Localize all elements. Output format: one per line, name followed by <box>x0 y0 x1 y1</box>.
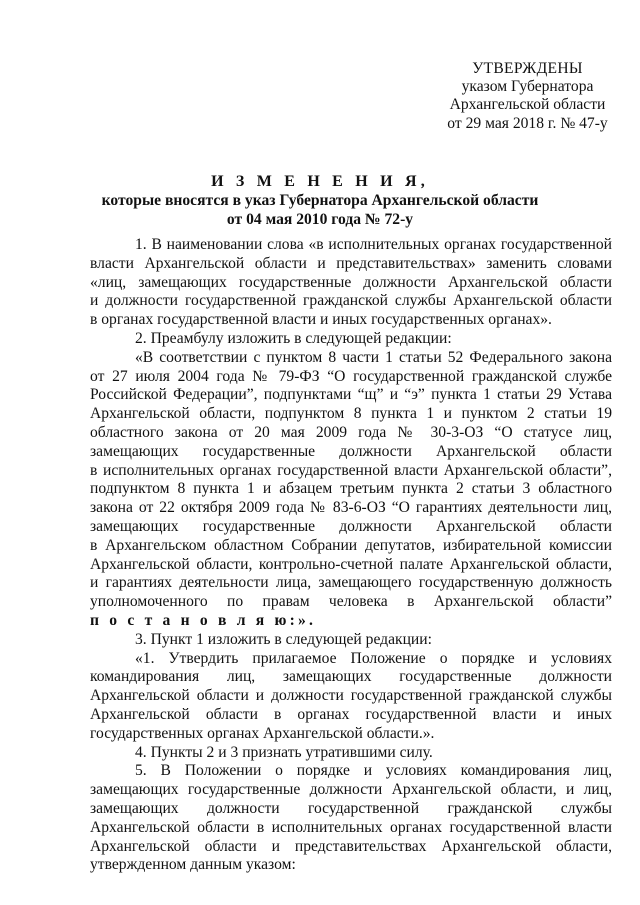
body-line: 2. Преамбулу изложить в следующей редакции: <box>135 329 452 347</box>
body-line: замещающих должности государственной гражданской службы <box>90 799 612 817</box>
body-line: утвержденном данным указом: <box>90 856 296 874</box>
body-line: замещающих государственные должности Архангельской области <box>90 442 612 460</box>
body-line: командирования лиц, замещающих государственные должности <box>90 668 612 686</box>
document-body <box>90 236 612 875</box>
body-line: 4. Пункты 2 и 3 признать утратившими силу. <box>135 743 433 761</box>
body-line: областного закона от 20 мая 2009 года № 30-3-ОЗ “О статусе лиц, <box>90 423 612 441</box>
body-line: уполномоченного по правам человека в Архангельской области” <box>90 593 612 611</box>
body-line: 1. В наименовании слова «в исполнительных органах государственной <box>135 236 612 253</box>
body-line: в Архангельском областном Собрании депутатов, избирательной комиссии <box>90 536 612 554</box>
body-line: Архангельской области и должности государственной гражданской службы <box>90 687 612 705</box>
body-line: в исполнительных органах государственной власти Архангельской области”, <box>90 461 612 479</box>
approval-heading: УТВЕРЖДЕНЫ <box>472 60 583 77</box>
approval-line-1: указом Губернатора <box>461 78 594 96</box>
body-line: Архангельской области и представительствах Архангельской области, <box>90 837 612 855</box>
approval-stamp <box>440 60 615 133</box>
body-line: Архангельской области в органах государственной власти и иных <box>90 705 612 723</box>
approval-line-2: Архангельской области <box>449 96 606 114</box>
body-line: «В соответствии с пунктом 8 части 1 статьи 52 Федерального закона <box>135 348 612 366</box>
body-line: 5. В Положении о порядке и условиях командирования лиц, <box>135 762 612 780</box>
title-line-1: И З М Е Н Е Н И Я, <box>211 173 429 190</box>
body-line: «лиц, замещающих государственные должности Архангельской области <box>90 273 612 291</box>
body-line: власти Архангельской области и представительствах» заменить словами <box>90 254 612 272</box>
title-line-3: от 04 мая 2010 года № 72-у <box>226 211 414 228</box>
body-line: 3. Пункт 1 изложить в следующей редакции: <box>135 630 432 648</box>
body-line: подпунктом 8 пункта 1 и абзацем третьим пункта 2 статьи 3 областного <box>90 480 612 498</box>
body-line: Архангельской области, подпунктом 8 пункта 1 и пунктом 2 статьи 19 <box>90 405 612 423</box>
body-line: Архангельской области, контрольно-счетной палате Архангельской области, <box>90 555 612 573</box>
body-line: закона от 22 октября 2009 года № 83-6-ОЗ “О гарантиях деятельности лиц, <box>90 499 612 517</box>
body-line: от 27 июля 2004 года № 79-ФЗ “О государственной гражданской службе <box>90 367 612 385</box>
body-line: в органах государственной власти и иных государственных органах». <box>90 311 552 329</box>
body-line: «1. Утвердить прилагаемое Положение о порядке и условиях <box>135 649 612 667</box>
body-line: Архангельской области в исполнительных органах государственной власти <box>90 818 612 836</box>
document-title <box>0 172 640 229</box>
body-line: Российской Федерации”, подпунктами “щ” и “э” пункта 1 статьи 29 Устава <box>90 386 612 404</box>
approval-line-3: от 29 мая 2018 г. № 47-у <box>447 114 608 132</box>
body-line-decree: п о с т а н о в л я ю:». <box>90 611 317 629</box>
body-line: государственных органах Архангельской области.». <box>90 724 435 742</box>
body-line: и гарантиях деятельности лица, замещающего государственную должность <box>90 574 612 592</box>
body-line: замещающих государственные должности Архангельской области <box>90 517 612 535</box>
body-line: замещающих государственные должности Архангельской области, и лиц, <box>90 781 612 799</box>
body-line: и должности государственной гражданской службы Архангельской области <box>90 292 612 310</box>
title-line-2: которые вносятся в указ Губернатора Архангельской области <box>101 192 539 209</box>
